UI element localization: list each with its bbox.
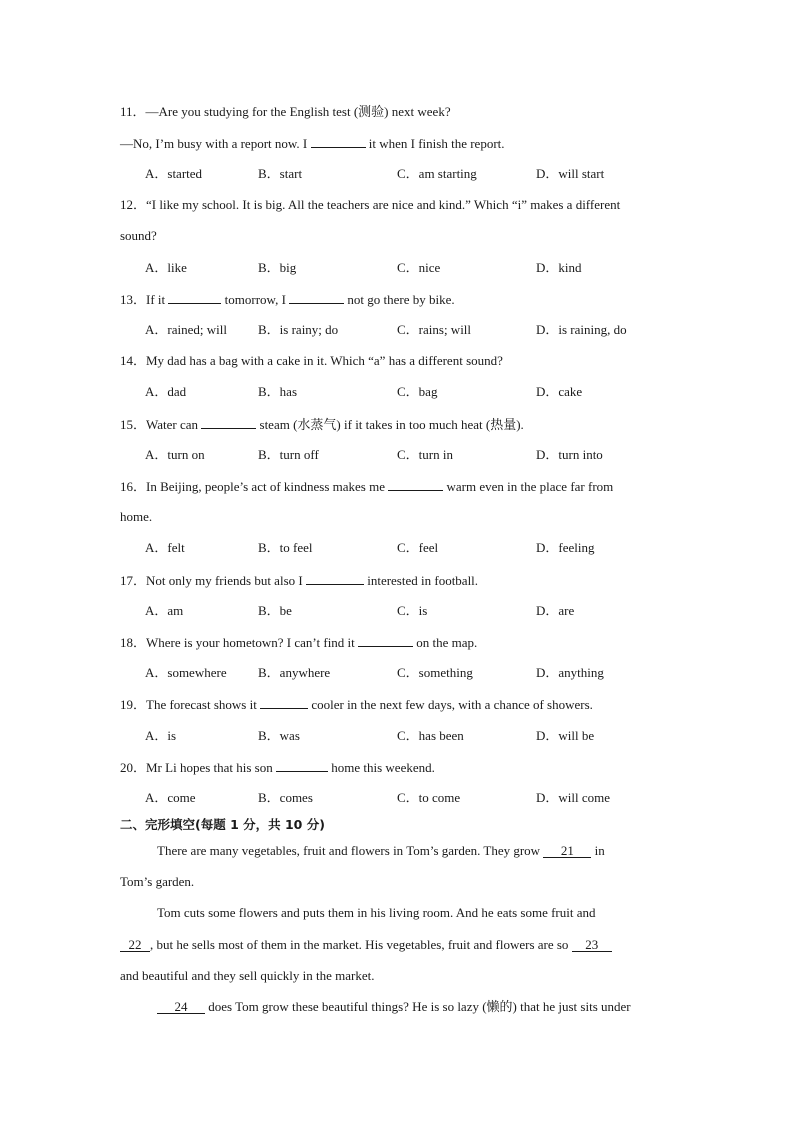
passage-line xyxy=(120,968,375,984)
question-11-line xyxy=(120,135,505,152)
passage-line xyxy=(120,937,612,953)
question-text: warm even in the place far from xyxy=(443,479,614,494)
cloze-blank-22[interactable]: 22 xyxy=(120,938,150,952)
option-c[interactable]: C．something xyxy=(397,665,473,680)
question-text: home this weekend. xyxy=(328,760,435,775)
option-c[interactable]: C．feel xyxy=(397,540,439,555)
question-text: —No, I’m busy with a report now. I xyxy=(120,136,311,151)
cloze-blank-21[interactable]: 21 xyxy=(543,844,591,858)
option-a[interactable]: A．dad xyxy=(145,384,187,399)
question-text: 13．If it xyxy=(120,292,169,307)
passage-line xyxy=(157,843,605,859)
question-20-line xyxy=(120,759,435,776)
option-d[interactable]: D．anything xyxy=(536,665,604,680)
question-text: not go there by bike. xyxy=(344,292,455,307)
option-d[interactable]: D．will be xyxy=(536,728,595,743)
option-b[interactable]: B．be xyxy=(258,603,292,618)
question-17-line xyxy=(120,572,478,589)
passage-line xyxy=(157,999,631,1015)
option-a[interactable]: A．like xyxy=(145,260,187,275)
answer-blank[interactable] xyxy=(306,572,364,585)
question-text: steam (水蒸气) if it takes in too much heat (热量). xyxy=(256,417,524,432)
option-a[interactable]: A．felt xyxy=(145,540,185,555)
option-b[interactable]: B．turn off xyxy=(258,447,319,462)
answer-blank[interactable] xyxy=(260,696,308,709)
question-text: 19．The forecast shows it xyxy=(120,697,261,712)
option-d[interactable]: D．kind xyxy=(536,260,582,275)
option-a[interactable]: A．come xyxy=(145,790,196,805)
answer-blank[interactable] xyxy=(168,291,221,304)
option-b[interactable]: B．to feel xyxy=(258,540,313,555)
question-text: sound? xyxy=(120,228,157,243)
option-b[interactable]: B．comes xyxy=(258,790,313,805)
passage-text: Tom’s garden. xyxy=(120,874,195,889)
question-text: 12．“I like my school. It is big. All the teachers are nice and kind.” Which “i” makes a different xyxy=(120,197,621,212)
option-c[interactable]: C．nice xyxy=(397,260,441,275)
answer-blank[interactable] xyxy=(358,634,413,647)
option-d[interactable]: D．will start xyxy=(536,166,605,181)
section-title xyxy=(120,817,325,833)
cloze-blank-23[interactable]: 23 xyxy=(572,938,612,952)
question-13-line xyxy=(120,291,455,308)
option-d[interactable]: D．cake xyxy=(536,384,583,399)
question-text: cooler in the next few days, with a chance of showers. xyxy=(308,697,593,712)
answer-blank[interactable] xyxy=(276,759,328,772)
option-b[interactable]: B．has xyxy=(258,384,298,399)
passage-line xyxy=(157,905,596,921)
question-19-line xyxy=(120,696,593,713)
question-11-line xyxy=(120,104,451,120)
question-text: 14．My dad has a bag with a cake in it. Which “a” has a different sound? xyxy=(120,353,503,368)
option-c[interactable]: C．bag xyxy=(397,384,438,399)
passage-text: , but he sells most of them in the market. His vegetables, fruit and flowers are so xyxy=(150,937,572,952)
option-b[interactable]: B．anywhere xyxy=(258,665,331,680)
answer-blank[interactable] xyxy=(289,291,344,304)
question-12-line xyxy=(120,228,157,244)
option-c[interactable]: C．turn in xyxy=(397,447,453,462)
answer-blank[interactable] xyxy=(388,478,443,491)
passage-line xyxy=(120,874,194,890)
question-15-line xyxy=(120,416,524,433)
question-text: 18．Where is your hometown? I can’t find it xyxy=(120,635,359,650)
question-text: 11．—Are you studying for the English test (测验) next week? xyxy=(120,104,451,119)
question-text: it when I finish the report. xyxy=(365,136,505,151)
option-a[interactable]: A．is xyxy=(145,728,177,743)
option-c[interactable]: C．to come xyxy=(397,790,461,805)
option-d[interactable]: D．is raining, do xyxy=(536,322,627,337)
option-a[interactable]: A．rained; will xyxy=(145,322,227,337)
question-text: home. xyxy=(120,509,153,524)
section-heading: 二、完形填空(每题 1 分，共 10 分) xyxy=(120,817,325,832)
option-b[interactable]: B．big xyxy=(258,260,297,275)
question-text: 20．Mr Li hopes that his son xyxy=(120,760,276,775)
question-text: 15．Water can xyxy=(120,417,202,432)
passage-text: There are many vegetables, fruit and flowers in Tom’s garden. They grow xyxy=(157,843,544,858)
passage-text: in xyxy=(591,843,605,858)
question-16-line xyxy=(120,509,152,525)
question-12-line xyxy=(120,197,620,213)
question-text: interested in football. xyxy=(363,573,479,588)
question-text: 16．In Beijing, people’s act of kindness makes me xyxy=(120,479,389,494)
option-a[interactable]: A．somewhere xyxy=(145,665,227,680)
option-d[interactable]: D．will come xyxy=(536,790,611,805)
option-d[interactable]: D．feeling xyxy=(536,540,595,555)
question-16-line xyxy=(120,478,613,495)
passage-text: and beautiful and they sell quickly in the market. xyxy=(120,968,375,983)
option-d[interactable]: D．are xyxy=(536,603,575,618)
answer-blank[interactable] xyxy=(311,135,366,148)
option-a[interactable]: A．turn on xyxy=(145,447,205,462)
option-a[interactable]: A．started xyxy=(145,166,203,181)
cloze-blank-24[interactable]: 24 xyxy=(157,1000,205,1014)
option-c[interactable]: C．am starting xyxy=(397,166,477,181)
passage-text: Tom cuts some flowers and puts them in his living room. And he eats some fruit and xyxy=(157,905,596,920)
option-c[interactable]: C．has been xyxy=(397,728,464,743)
answer-blank[interactable] xyxy=(201,416,256,429)
option-a[interactable]: A．am xyxy=(145,603,184,618)
option-c[interactable]: C．rains; will xyxy=(397,322,472,337)
option-b[interactable]: B．start xyxy=(258,166,303,181)
question-18-line xyxy=(120,634,477,651)
question-text: 17．Not only my friends but also I xyxy=(120,573,306,588)
option-b[interactable]: B．is rainy; do xyxy=(258,322,339,337)
option-d[interactable]: D．turn into xyxy=(536,447,603,462)
question-14-line xyxy=(120,353,503,369)
option-b[interactable]: B．was xyxy=(258,728,300,743)
passage-text: does Tom grow these beautiful things? He is so lazy (懒的) that he just sits under xyxy=(205,999,631,1014)
question-text: tomorrow, I xyxy=(221,292,290,307)
option-c[interactable]: C．is xyxy=(397,603,428,618)
question-text: on the map. xyxy=(413,635,478,650)
